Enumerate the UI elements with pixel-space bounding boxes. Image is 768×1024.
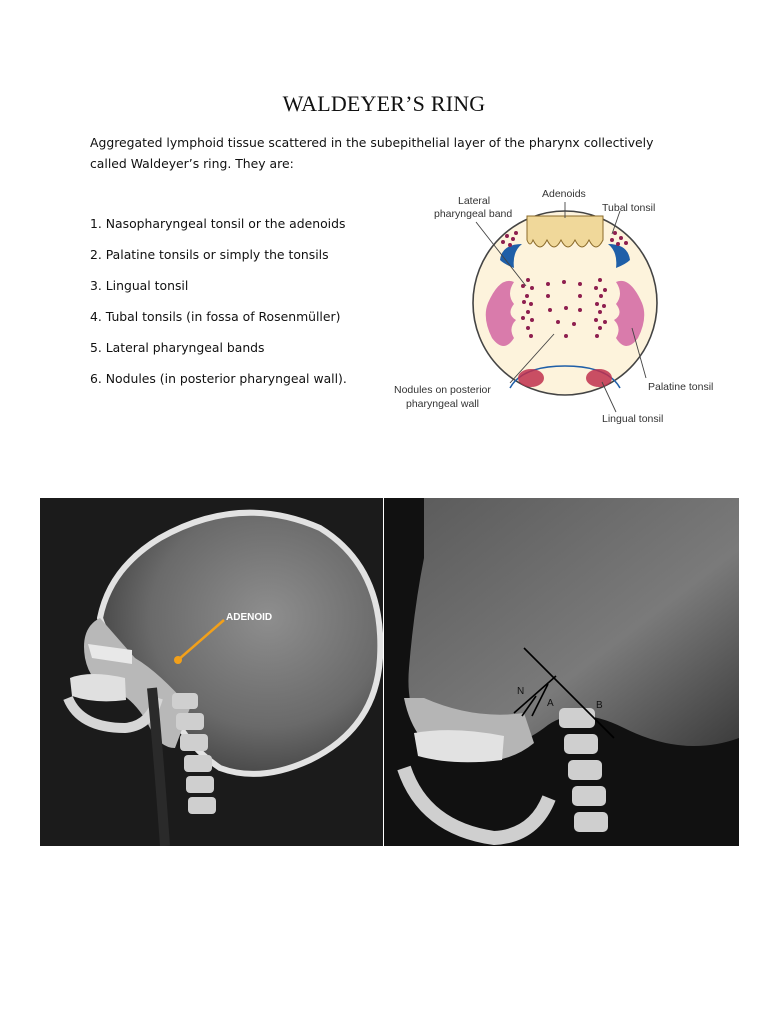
intro-paragraph: Aggregated lymphoid tissue scattered in the subepithelial layer of the pharynx collectively called Waldeyer’s ring. They are: [90, 135, 654, 171]
label-nodules-1: Nodules on posterior [394, 384, 491, 396]
label-lateral-band-1: Lateral [458, 195, 491, 207]
lingual-tonsil-left [518, 369, 544, 387]
label-palatine-tonsil: Palatine tonsil [648, 381, 714, 393]
list-item: 4. Tubal tonsils (in fossa of Rosenmüller) [90, 309, 341, 324]
label-adenoids: Adenoids [542, 188, 586, 200]
label-lateral-band-2: pharyngeal band [434, 208, 513, 220]
page-title: WALDEYER’S RING [282, 91, 486, 116]
xray-adenoid-measurement [384, 498, 739, 846]
label-tubal-tonsil: Tubal tonsil [602, 202, 656, 214]
adenoid-label: ADENOID [226, 612, 273, 623]
lingual-tonsil-right [586, 369, 612, 387]
waldeyer-ring-diagram [390, 178, 720, 428]
list-item: 6. Nodules (in posterior pharyngeal wall). [90, 371, 347, 386]
xray-adenoid-lateral [40, 498, 383, 846]
label-b: B [596, 700, 603, 711]
list-item: 3. Lingual tonsil [90, 278, 189, 293]
label-n: N [517, 686, 525, 697]
label-nodules-2: pharyngeal wall [406, 398, 479, 410]
teeth-right [414, 730, 504, 762]
label-lingual-tonsil: Lingual tonsil [602, 413, 664, 425]
list-item: 2. Palatine tonsils or simply the tonsils [90, 247, 329, 262]
list-item: 5. Lateral pharyngeal bands [90, 340, 265, 355]
adenoids-shape [527, 216, 603, 247]
tonsil-list [90, 214, 390, 400]
list-item: 1. Nasopharyngeal tonsil or the adenoids [90, 216, 346, 231]
lower-teeth [70, 674, 126, 701]
label-a: A [547, 698, 554, 709]
adenoid-marker [174, 656, 182, 664]
